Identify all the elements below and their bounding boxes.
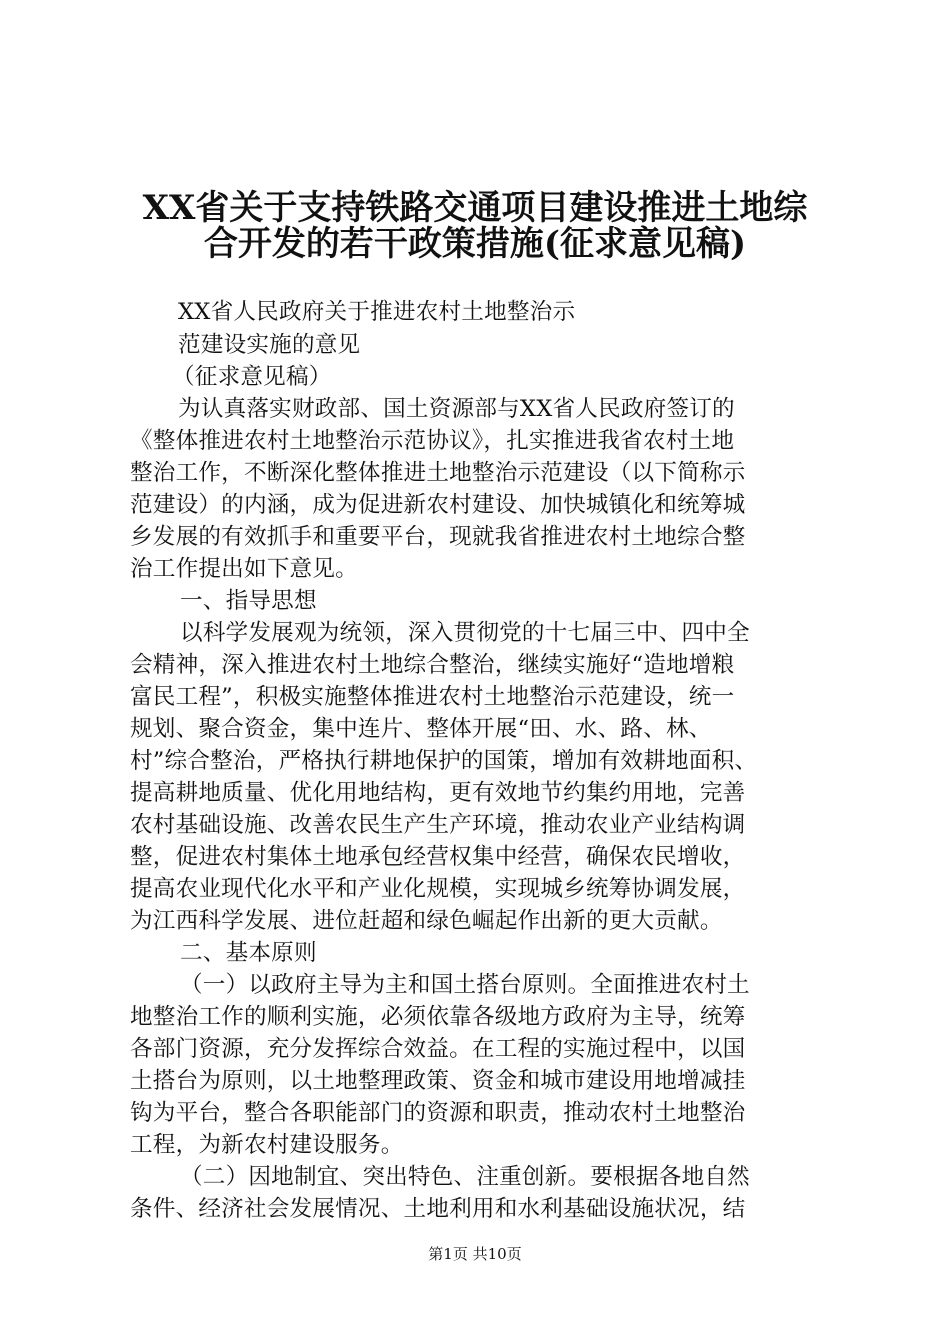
paragraph-line: （二）因地制宜、突出特色、注重创新。要根据各地自然 [180,1164,750,1190]
draft-note: （征求意见稿） [172,364,332,390]
paragraph-line: 条件、经济社会发展情况、土地利用和水利基础设施状况，结 [130,1196,746,1222]
paragraph-line: 钩为平台，整合各职能部门的资源和职责，推动农村土地整治 [130,1100,746,1126]
paragraph-line: 村”综合整治，严格执行耕地保护的国策，增加有效耕地面积、 [130,748,758,774]
paragraph-line: 会精神，深入推进农村土地综合整治，继续实施好“造地增粮 [130,652,735,678]
paragraph-line: 《整体推进农村土地整治示范协议》，扎实推进我省农村土地 [130,428,735,454]
paragraph-line: 整，促进农村集体土地承包经营权集中经营，确保农民增收， [130,844,746,870]
paragraph-line: 整治工作，不断深化整体推进土地整治示范建设（以下简称示 [130,460,746,486]
paragraph-line: 治工作提出如下意见。 [130,556,358,582]
paragraph-line: 富民工程”，积极实施整体推进农村土地整治示范建设，统一 [130,684,735,710]
section-heading: 二、基本原则 [180,940,317,966]
paragraph-line: 提高耕地质量、优化用地结构，更有效地节约集约用地，完善 [130,780,746,806]
paragraph-line: 范建设）的内涵，成为促进新农村建设、加快城镇化和统筹城 [130,492,746,518]
subtitle-line-1: XX省人民政府关于推进农村土地整治示 [178,299,576,325]
paragraph-line: 工程，为新农村建设服务。 [130,1132,404,1158]
paragraph-line: （一）以政府主导为主和国土搭台原则。全面推进农村土 [180,972,750,998]
paragraph-line: 各部门资源，充分发挥综合效益。在工程的实施过程中，以国 [130,1036,746,1062]
paragraph-line: 土搭台为原则，以土地整理政策、资金和城市建设用地增减挂 [130,1068,746,1094]
document-title-line-2: 合开发的若干政策措施(征求意见稿) [203,224,747,264]
document-title-line-1: XX省关于支持铁路交通项目建设推进土地综 [142,188,808,228]
paragraph-line: 为江西科学发展、进位赶超和绿色崛起作出新的更大贡献。 [130,908,723,934]
paragraph-line: 农村基础设施、改善农民生产生产环境，推动农业产业结构调 [130,812,746,838]
paragraph-line: 规划、聚合资金，集中连片、整体开展“田、水、路、林、 [130,716,712,742]
paragraph-line: 提高农业现代化水平和产业化规模，实现城乡统筹协调发展， [130,876,746,902]
paragraph-line: 乡发展的有效抓手和重要平台，现就我省推进农村土地综合整 [130,524,746,550]
section-heading: 一、指导思想 [180,588,317,614]
page-footer: 第1页 共10页 [428,1245,522,1263]
subtitle-line-2: 范建设实施的意见 [178,332,361,358]
paragraph-line: 地整治工作的顺利实施，必须依靠各级地方政府为主导，统筹 [130,1004,746,1030]
paragraph-line: 以科学发展观为统领，深入贯彻党的十七届三中、四中全 [180,620,750,646]
paragraph-line: 为认真落实财政部、国土资源部与XX省人民政府签订的 [178,396,735,422]
